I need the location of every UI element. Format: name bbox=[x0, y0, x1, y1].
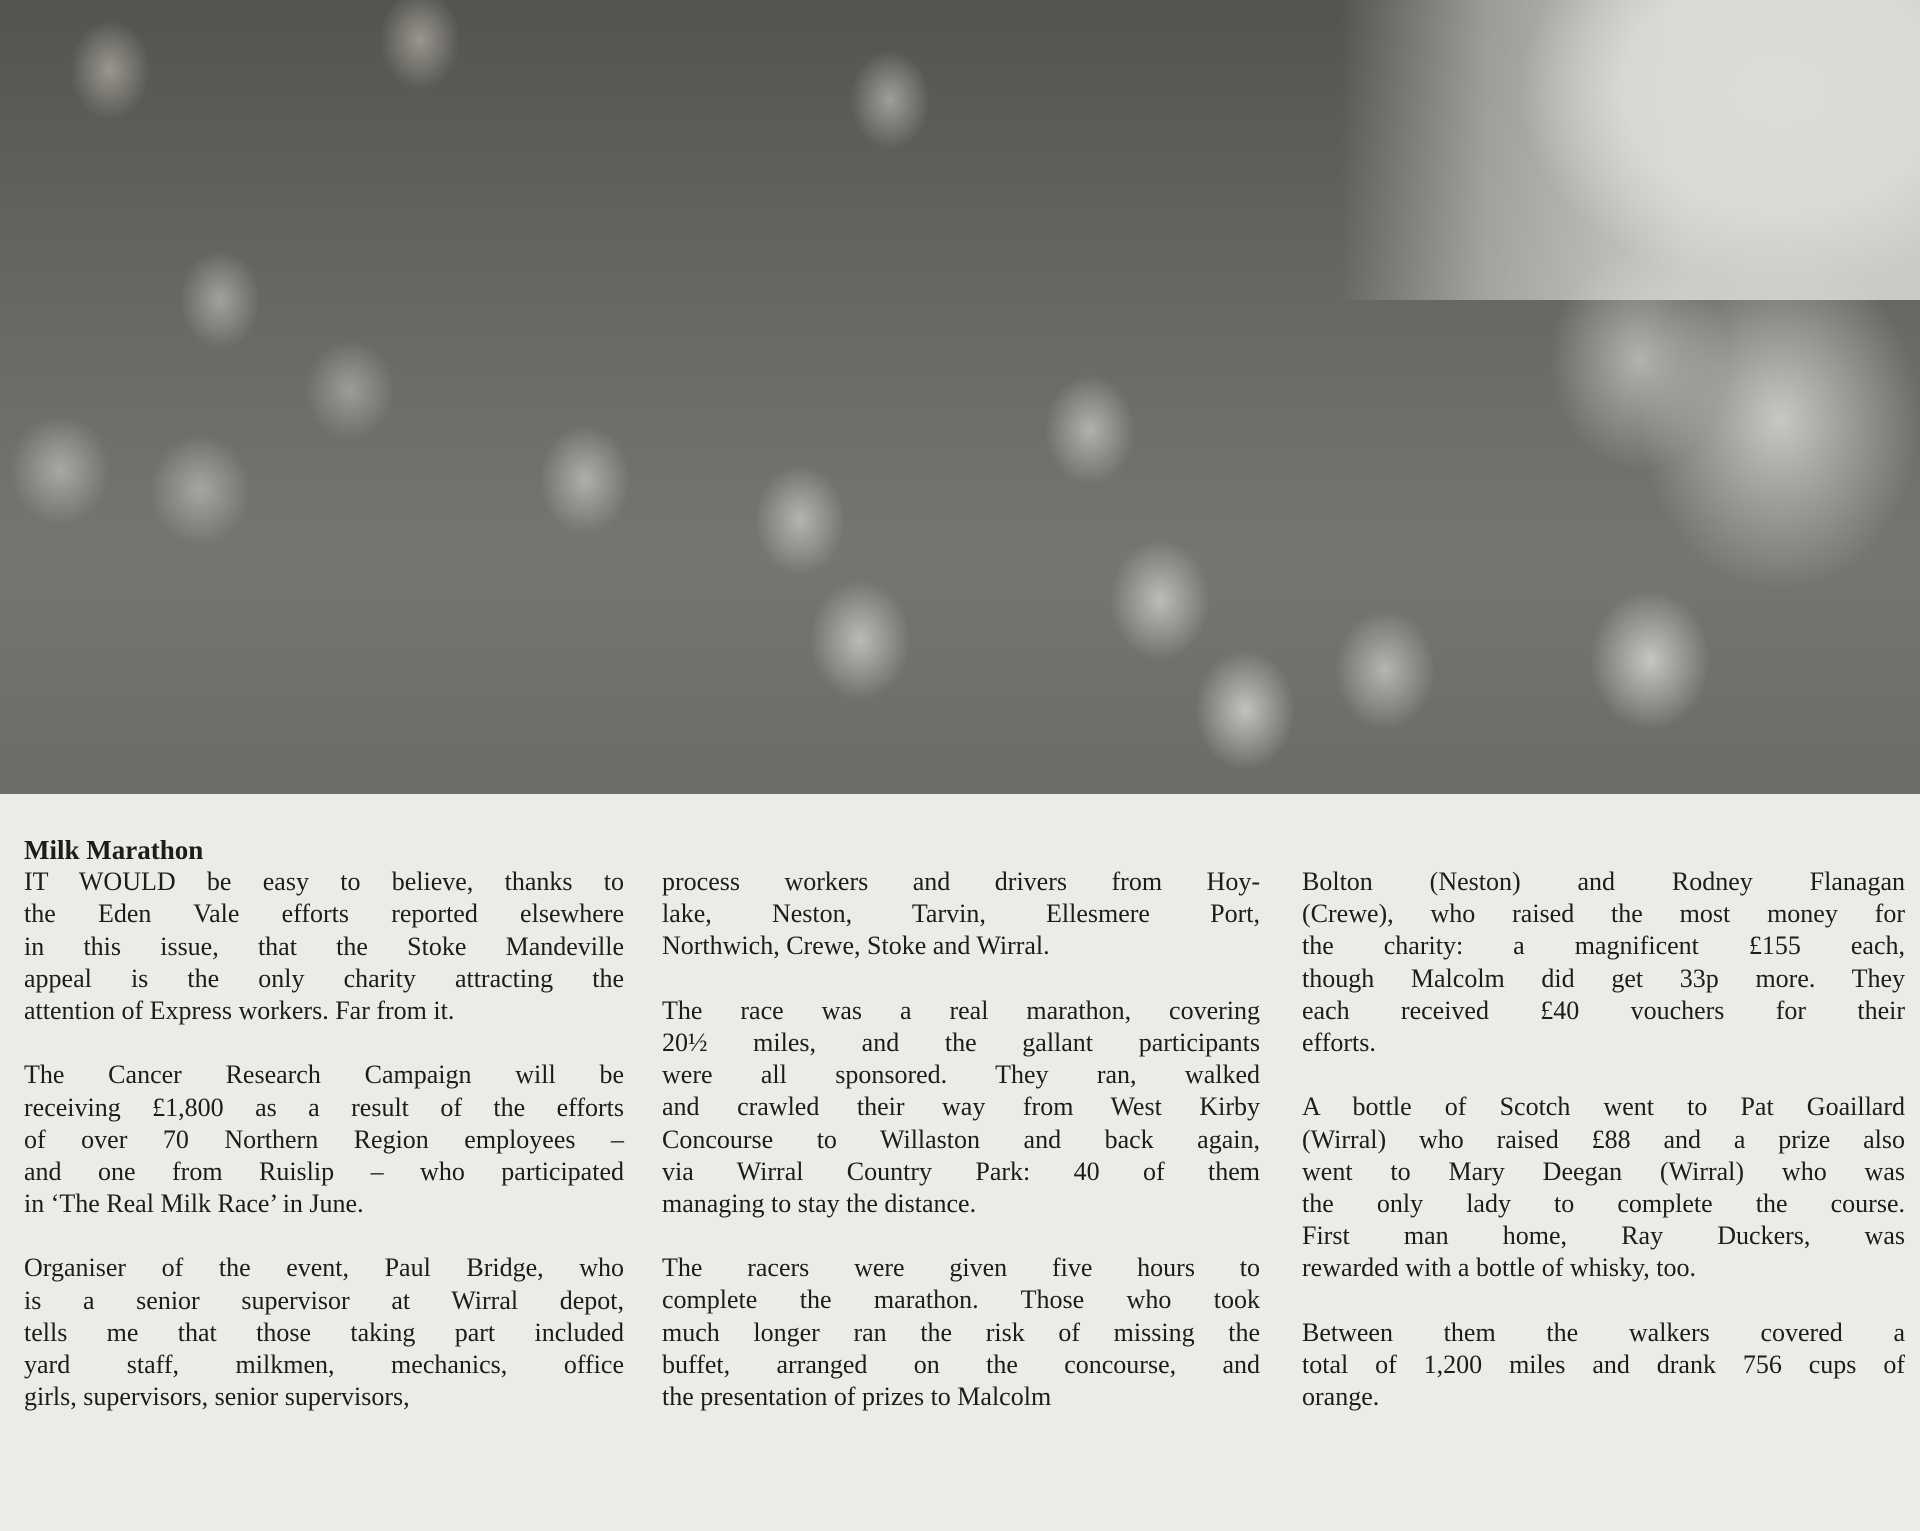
text-line: Between them the walkers covered a bbox=[1302, 1317, 1905, 1347]
text-line: (Crewe), who raised the most money for bbox=[1302, 899, 1905, 929]
text-line: lake, Neston, Tarvin, Ellesmere Port, bbox=[662, 899, 1260, 929]
article-column-3 bbox=[1302, 866, 1905, 1413]
text-line: A bottle of Scotch went to Pat Goaillard bbox=[1302, 1092, 1905, 1122]
text-line: Concourse to Willaston and back again, bbox=[662, 1124, 1260, 1154]
text-line: the Eden Vale efforts reported elsewhere bbox=[24, 899, 624, 929]
text-line: and one from Ruislip – who participated bbox=[24, 1156, 624, 1186]
text-line: orange. bbox=[1302, 1382, 1380, 1411]
text-line: managing to stay the distance. bbox=[662, 1188, 977, 1218]
article-paragraph bbox=[1302, 1317, 1905, 1414]
text-line: though Malcolm did get 33p more. They bbox=[1302, 963, 1905, 993]
article-paragraph bbox=[24, 866, 624, 1027]
text-line: total of 1,200 miles and drank 756 cups of bbox=[1302, 1349, 1905, 1379]
article-paragraph bbox=[24, 1252, 624, 1413]
text-line: is a senior supervisor at Wirral depot, bbox=[24, 1285, 624, 1315]
text-line: in this issue, that the Stoke Mandeville bbox=[24, 931, 624, 961]
text-line: the only lady to complete the course. bbox=[1302, 1188, 1905, 1218]
article-column-1 bbox=[24, 834, 624, 1413]
article-column-2 bbox=[662, 866, 1260, 1413]
text-line: each received £40 vouchers for their bbox=[1302, 995, 1905, 1025]
text-line: and crawled their way from West Kirby bbox=[662, 1092, 1260, 1122]
text-line: via Wirral Country Park: 40 of them bbox=[662, 1156, 1260, 1186]
text-line: the presentation of prizes to Malcolm bbox=[662, 1382, 1052, 1411]
text-line: appeal is the only charity attracting the bbox=[24, 963, 624, 993]
text-line: Northwich, Crewe, Stoke and Wirral. bbox=[662, 931, 1050, 961]
text-line: The Cancer Research Campaign will be bbox=[24, 1060, 624, 1090]
text-line: receiving £1,800 as a result of the efforts bbox=[24, 1092, 624, 1122]
text-line: IT WOULD be easy to believe, thanks to bbox=[24, 867, 624, 897]
text-line: rewarded with a bottle of whisky, too. bbox=[1302, 1253, 1696, 1283]
text-line: the charity: a magnificent £155 each, bbox=[1302, 931, 1905, 961]
article-paragraph bbox=[662, 1252, 1260, 1413]
text-line: Organiser of the event, Paul Bridge, who bbox=[24, 1253, 624, 1283]
text-line: 20½ miles, and the gallant participants bbox=[662, 1027, 1260, 1057]
text-line: attention of Express workers. Far from it. bbox=[24, 995, 455, 1025]
text-line: Bolton (Neston) and Rodney Flanagan bbox=[1302, 867, 1905, 896]
text-line: complete the marathon. Those who took bbox=[662, 1285, 1260, 1315]
text-line: First man home, Ray Duckers, was bbox=[1302, 1221, 1905, 1251]
bleed-through-shadow bbox=[1340, 0, 1920, 300]
article-paragraph bbox=[1302, 1091, 1905, 1284]
text-line: (Wirral) who raised £88 and a prize also bbox=[1302, 1124, 1905, 1154]
text-line: much longer ran the risk of missing the bbox=[662, 1317, 1260, 1347]
text-line: in ‘The Real Milk Race’ in June. bbox=[24, 1189, 364, 1219]
text-line: were all sponsored. They ran, walked bbox=[662, 1060, 1260, 1090]
article-paragraph bbox=[662, 866, 1260, 963]
article-title: Milk Marathon bbox=[24, 835, 204, 865]
article-paragraph bbox=[1302, 866, 1905, 1059]
article-paragraph bbox=[662, 995, 1260, 1220]
text-line: yard staff, milkmen, mechanics, office bbox=[24, 1350, 624, 1379]
text-line: of over 70 Northern Region employees – bbox=[24, 1124, 624, 1154]
article-paragraph bbox=[24, 1059, 624, 1220]
text-line: buffet, arranged on the concourse, and bbox=[662, 1349, 1260, 1379]
text-line: The race was a real marathon, covering bbox=[662, 995, 1260, 1025]
text-line: went to Mary Deegan (Wirral) who was bbox=[1302, 1156, 1905, 1186]
text-line: tells me that those taking part included bbox=[24, 1317, 624, 1347]
text-line: efforts. bbox=[1302, 1027, 1376, 1057]
text-line: girls, supervisors, senior supervisors, bbox=[24, 1382, 410, 1412]
text-line: The racers were given five hours to bbox=[662, 1253, 1260, 1283]
text-line: process workers and drivers from Hoy- bbox=[662, 867, 1260, 896]
